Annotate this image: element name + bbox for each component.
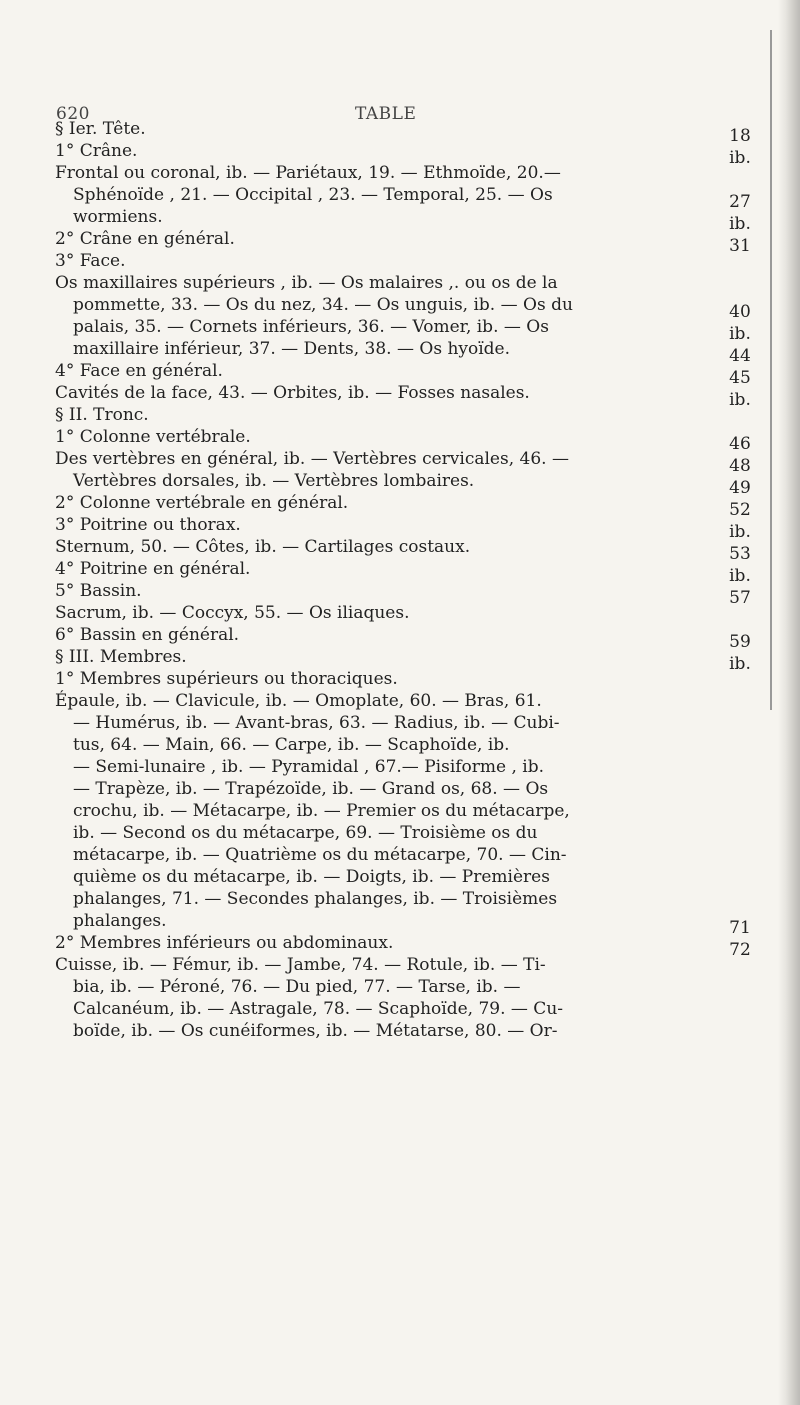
page-ref: 31 (729, 236, 751, 256)
text-line: — Semi-lunaire , ib. — Pyramidal , 67.— Pisiforme , ib. (73, 757, 545, 777)
text-line: 1° Membres supérieurs ou thoraciques. (55, 669, 398, 689)
text-line: Épaule, ib. — Clavicule, ib. — Omoplate, 60. — Bras, 61. (55, 691, 542, 711)
text-line: Os maxillaires supérieurs , ib. — Os malaires ,. ou os de la (55, 273, 558, 293)
page-edge (778, 0, 800, 1405)
text-line: phalanges. (73, 911, 167, 931)
page-ref: 52 (729, 500, 751, 520)
text-line: 2° Crâne en général. (55, 229, 235, 249)
text-line: pommette, 33. — Os du nez, 34. — Os unguis, ib. — Os du (73, 295, 573, 315)
text-line: 1° Crâne. (55, 141, 138, 161)
page-ref: ib. (729, 390, 751, 410)
text-line: 2° Colonne vertébrale en général. (55, 493, 349, 513)
text-line: 3° Face. (55, 251, 126, 271)
text-line: 5° Bassin. (55, 581, 142, 601)
page-ref: 40 (729, 302, 751, 322)
page-ref: ib. (729, 324, 751, 344)
page-ref: 71 (729, 918, 751, 938)
text-line: § II. Tronc. (55, 405, 149, 425)
page-ref: 18 (729, 126, 751, 146)
text-line: maxillaire inférieur, 37. — Dents, 38. — Os hyoïde. (73, 339, 511, 359)
text-line: crochu, ib. — Métacarpe, ib. — Premier os du métacarpe, (73, 801, 570, 821)
running-title: TABLE (355, 104, 417, 124)
text-line: quième os du métacarpe, ib. — Doigts, ib. — Premières (73, 867, 550, 887)
table-of-contents-text (55, 118, 685, 1042)
page-ref: 49 (729, 478, 751, 498)
text-line: 4° Face en général. (55, 361, 223, 381)
text-line: ib. — Second os du métacarpe, 69. — Troisième os du (73, 823, 538, 843)
page-ref: ib. (729, 214, 751, 234)
page-ref: 59 (729, 632, 751, 652)
page-ref: 48 (729, 456, 751, 476)
text-line: — Trapèze, ib. — Trapézoïde, ib. — Grand os, 68. — Os (73, 779, 549, 799)
text-line: wormiens. (73, 207, 163, 227)
text-line: Sacrum, ib. — Coccyx, 55. — Os iliaques. (55, 603, 410, 623)
text-line: Cavités de la face, 43. — Orbites, ib. — Fosses nasales. (55, 383, 530, 403)
page-reference-column (705, 125, 775, 961)
text-line: § III. Membres. (55, 647, 187, 667)
text-line: Sphénoïde , 21. — Occipital , 23. — Temporal, 25. — Os (73, 185, 553, 205)
page-number: 620 (56, 104, 90, 124)
text-line: palais, 35. — Cornets inférieurs, 36. — Vomer, ib. — Os (73, 317, 549, 337)
page-ref: 53 (729, 544, 751, 564)
text-line: Calcanéum, ib. — Astragale, 78. — Scaphoïde, 79. — Cu- (73, 999, 564, 1019)
text-line: phalanges, 71. — Secondes phalanges, ib. — Troisièmes (73, 889, 558, 909)
page-ref: 46 (729, 434, 751, 454)
page-ref: 27 (729, 192, 751, 212)
page-ref: ib. (729, 522, 751, 542)
text-line: Cuisse, ib. — Fémur, ib. — Jambe, 74. — Rotule, ib. — Ti- (55, 955, 546, 975)
text-line: Des vertèbres en général, ib. — Vertèbres cervicales, 46. — (55, 449, 569, 469)
text-line: 2° Membres inférieurs ou abdominaux. (55, 933, 394, 953)
text-line: Vertèbres dorsales, ib. — Vertèbres lombaires. (73, 471, 475, 491)
text-line: 1° Colonne vertébrale. (55, 427, 251, 447)
text-line: boïde, ib. — Os cunéiformes, ib. — Métatarse, 80. — Or- (73, 1021, 558, 1041)
text-line: 3° Poitrine ou thorax. (55, 515, 241, 535)
page-ref: ib. (729, 654, 751, 674)
page-ref: ib. (729, 566, 751, 586)
text-line: tus, 64. — Main, 66. — Carpe, ib. — Scaphoïde, ib. (73, 735, 510, 755)
text-line: 4° Poitrine en général. (55, 559, 251, 579)
text-line: Frontal ou coronal, ib. — Pariétaux, 19. — Ethmoïde, 20.— (55, 163, 561, 183)
page-ref: 57 (729, 588, 751, 608)
text-line: — Humérus, ib. — Avant-bras, 63. — Radius, ib. — Cubi- (73, 713, 560, 733)
page-ref: 44 (729, 346, 751, 366)
page-ref: 72 (729, 940, 751, 960)
text-line: bia, ib. — Péroné, 76. — Du pied, 77. — Tarse, ib. — (73, 977, 521, 997)
text-line: § Ier. Tête. (55, 119, 146, 139)
text-line: 6° Bassin en général. (55, 625, 240, 645)
page-ref: 45 (729, 368, 751, 388)
text-line: Sternum, 50. — Côtes, ib. — Cartilages costaux. (55, 537, 471, 557)
page-ref: ib. (729, 148, 751, 168)
text-line: métacarpe, ib. — Quatrième os du métacarpe, 70. — Cin- (73, 845, 567, 865)
